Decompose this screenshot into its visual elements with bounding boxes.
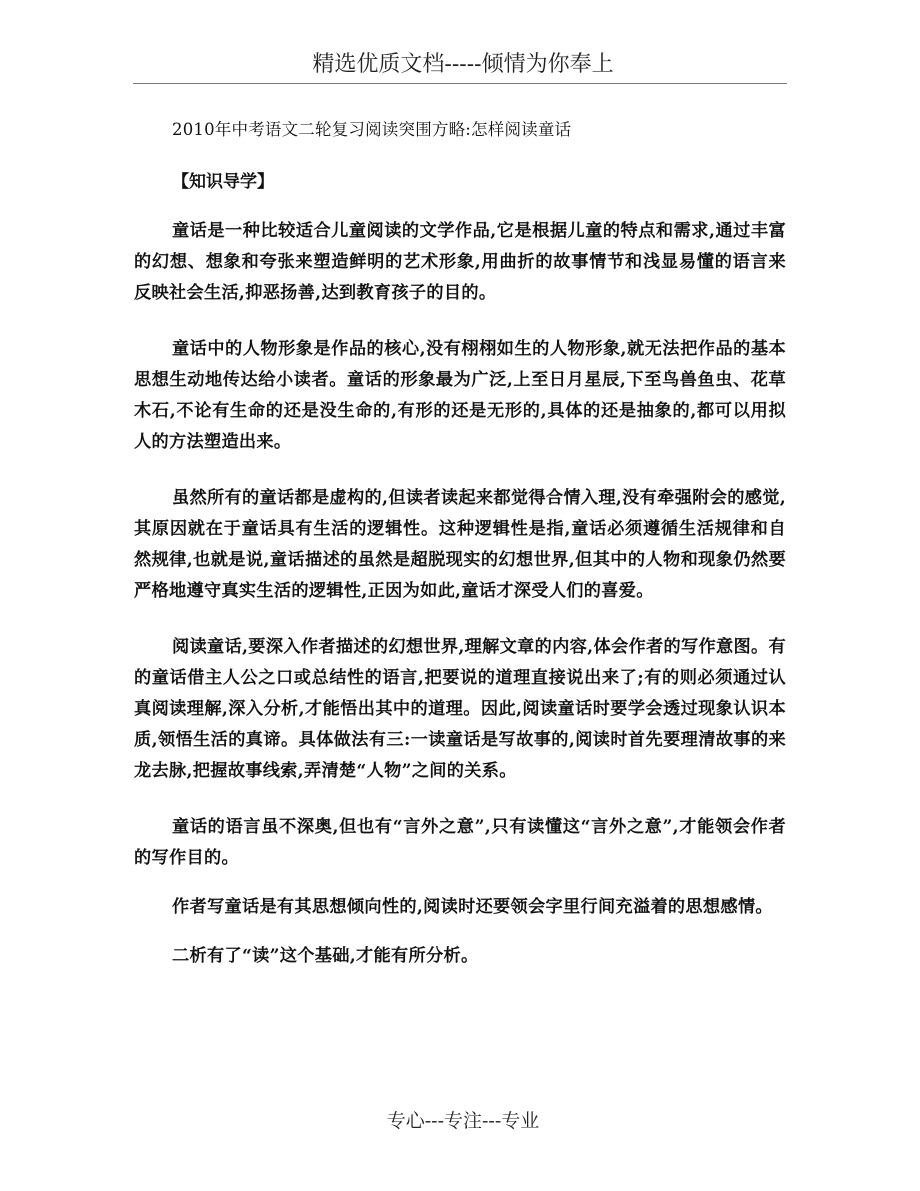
paragraph-reading-method: 阅读童话,要深入作者描述的幻想世界,理解文章的内容,体会作者的写作意图。有的童话借主人公之口或总结性的语言,把要说的道理直接说出来了;有的则必须通过认真阅读理解,深入分析,才能悟出其中的道理。因此,阅读童话时要学会透过现象认识本质,领悟生活的真谛。具体做法有三:一读童话是写故事的,阅读时首先要理清故事的来龙去脉,把握故事线索,弄清楚“人物”之间的关系。 <box>134 637 786 781</box>
section-label-knowledge-guide: 【知识导学】 <box>172 172 274 192</box>
paragraph-logic: 虽然所有的童话都是虚构的,但读者读起来都觉得合情入理,没有牵强附会的感觉,其原因就在于童话具有生活的逻辑性。这种逻辑性是指,童话必须遵循生活规律和自然规律,也就是说,童话描述的虽然是超脱现实的幻想世界,但其中的人物和现象仍然要严格地遵守真实生活的逻辑性,正因为如此,童话才深受人们的喜爱。 <box>134 488 786 601</box>
header-divider <box>133 83 787 84</box>
page-header: 精选优质文档-----倾情为你奉上 <box>312 52 614 77</box>
page-footer: 专心---专注---专业 <box>386 1110 540 1132</box>
document-title: 2010年中考语文二轮复习阅读突围方略:怎样阅读童话 <box>172 120 572 139</box>
paragraph-author-intent: 作者写童话是有其思想倾向性的,阅读时还要领会字里行间充溢着的思想感情。 <box>172 897 773 917</box>
paragraph-language: 童话的语言虽不深奥,但也有“言外之意”,只有读懂这“言外之意”,才能领会作者的写作目的。 <box>134 817 786 868</box>
paragraph-analysis: 二析有了“读”这个基础,才能有所分析。 <box>172 946 479 966</box>
document-body <box>134 216 786 997</box>
paragraph-characters: 童话中的人物形象是作品的核心,没有栩栩如生的人物形象,就无法把作品的基本思想生动地传达给小读者。童话的形象最为广泛,上至日月星辰,下至鸟兽鱼虫、花草木石,不论有生命的还是没生命的,有形的还是无形的,具体的还是抽象的,都可以用拟人的方法塑造出来。 <box>134 339 786 452</box>
paragraph-definition: 童话是一种比较适合儿童阅读的文学作品,它是根据儿童的特点和需求,通过丰富的幻想、想象和夸张来塑造鲜明的艺术形象,用曲折的故事情节和浅显易懂的语言来反映社会生活,抑恶扬善,达到教育孩子的目的。 <box>134 221 786 303</box>
